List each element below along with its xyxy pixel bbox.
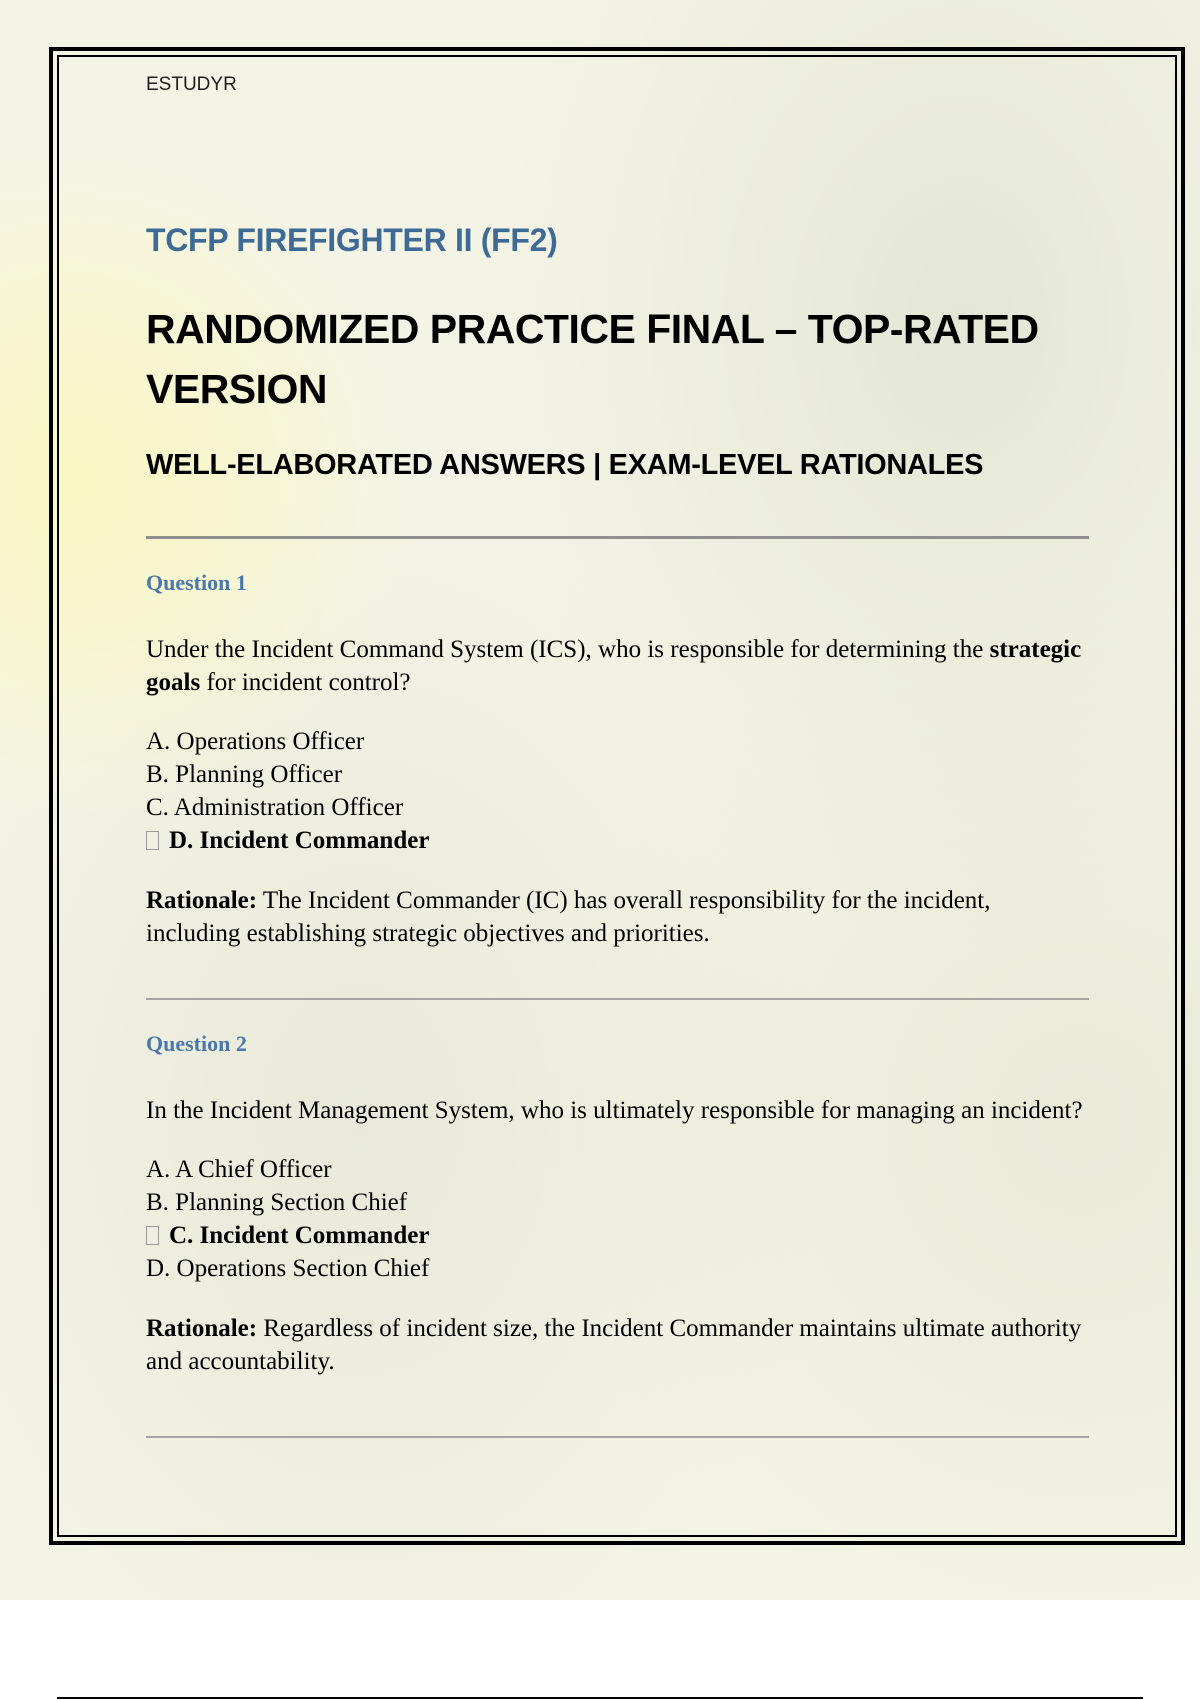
series-title: TCFP FIREFIGHTER II (FF2) xyxy=(146,222,558,258)
answer-option: C. Administration Officer xyxy=(146,794,404,821)
rationale-text: The Incident Commander (IC) has overall responsibility for the incident, including establishing strategic objectives and priorities. xyxy=(146,887,991,947)
question-text: In the Incident Management System, who is ultimately responsible for managing an incident? xyxy=(146,1097,1083,1124)
checkbox-icon xyxy=(146,831,159,850)
rationale-text: Regardless of incident size, the Incident Commander maintains ultimate authority and accountability. xyxy=(146,1315,1082,1375)
question-divider xyxy=(146,1436,1089,1438)
rationale-label: Rationale: xyxy=(146,887,258,914)
rationale xyxy=(146,884,1089,950)
answer-option: A. Operations Officer xyxy=(146,728,365,755)
brand-label: ESTUDYR xyxy=(146,74,237,95)
answer-options xyxy=(146,1153,1089,1285)
question-text-part: for incident control? xyxy=(200,669,411,696)
answer-option: B. Planning Section Chief xyxy=(146,1189,408,1216)
main-title: RANDOMIZED PRACTICE FINAL – TOP-RATED VERSION xyxy=(146,306,1039,412)
footer-line xyxy=(57,1697,1143,1699)
question-label: Question 2 xyxy=(146,1031,247,1056)
answer-option: A. A Chief Officer xyxy=(146,1156,332,1183)
rationale xyxy=(146,1312,1089,1378)
question-label: Question 1 xyxy=(146,570,247,595)
question-block-1 xyxy=(146,570,1089,950)
question-text xyxy=(146,633,1089,699)
question-text-emphasis: strategic goals xyxy=(146,636,1082,696)
question-divider xyxy=(146,998,1089,1000)
answer-option: B. Planning Officer xyxy=(146,761,343,788)
answer-option: D. Operations Section Chief xyxy=(146,1255,430,1282)
answer-options xyxy=(146,725,1089,857)
header-divider xyxy=(146,536,1089,539)
subtitle: WELL-ELABORATED ANSWERS | EXAM-LEVEL RATIONALES xyxy=(146,449,984,481)
answer-option-label: C. Incident Commander xyxy=(169,1222,430,1249)
answer-option-label: D. Incident Commander xyxy=(169,827,430,854)
rationale-label: Rationale: xyxy=(146,1315,258,1342)
correct-answer-option xyxy=(146,824,1089,857)
checkbox-icon xyxy=(146,1226,159,1245)
correct-answer-option xyxy=(146,1219,1089,1252)
document-content xyxy=(146,74,1089,1438)
question-text-part: Under the Incident Command System (ICS), who is responsible for determining the xyxy=(146,636,990,663)
question-block-2 xyxy=(146,1031,1089,1378)
